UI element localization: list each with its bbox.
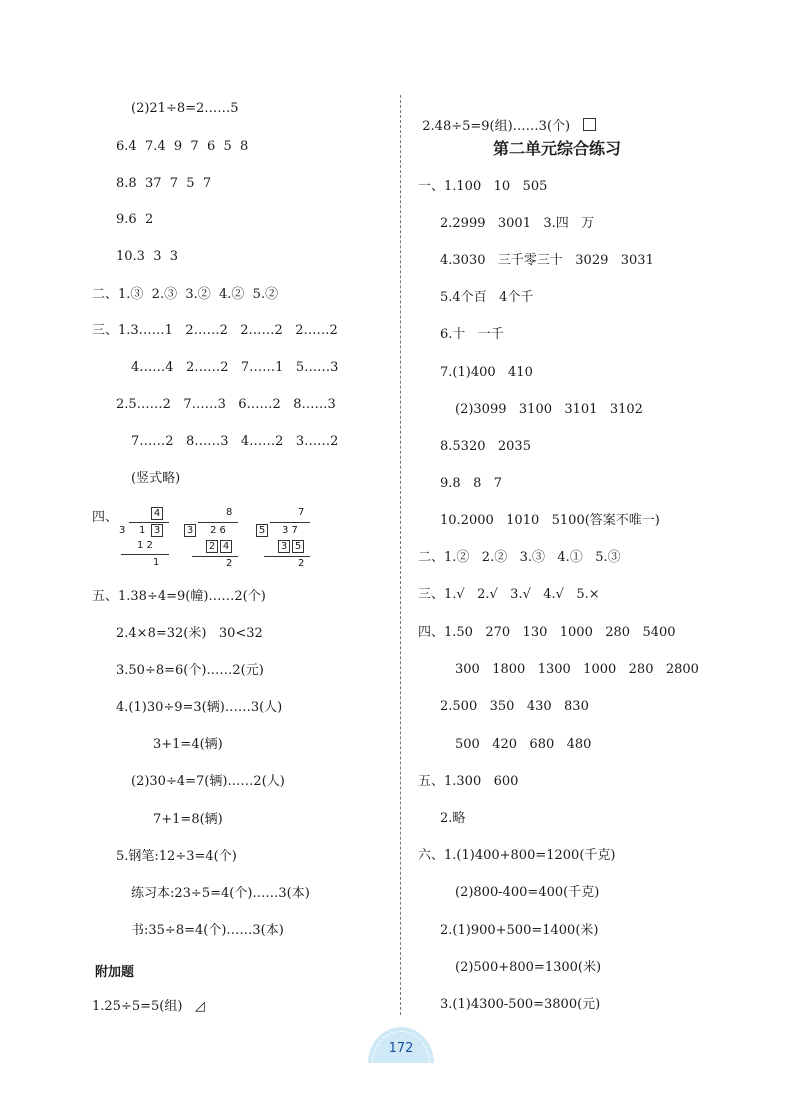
answer-line: 6.十 一千 — [440, 327, 504, 342]
answer-line: 9.8 8 7 — [440, 476, 503, 491]
answer-line: 8.8 37 7 5 7 — [116, 176, 212, 191]
dividend: 3 7 — [282, 525, 298, 536]
answer-line: 7+1=8(辆) — [153, 812, 223, 827]
page-number: 172 — [388, 1041, 414, 1056]
answer-line: 2.5……2 7……3 6……2 8……3 — [116, 397, 336, 412]
answer-line: 9.6 2 — [116, 212, 154, 227]
divisor: 3 — [119, 525, 126, 536]
answer-line: 5.钢笔:12÷3=4(个) — [116, 849, 237, 864]
product-box: 2 — [206, 540, 218, 553]
answer-line: (2)500+800=1300(米) — [455, 960, 602, 975]
product-box: 3 — [278, 540, 290, 553]
quotient-box: 4 — [151, 507, 163, 520]
answer-line: 5.4个百 4个千 — [440, 290, 534, 305]
answer-line: 五、1.38÷4=9(幢)……2(个) — [92, 589, 266, 604]
remainder: 1 — [153, 557, 160, 568]
product-box: 5 — [292, 540, 304, 553]
answer-line: (2)30÷4=7(辆)……2(人) — [131, 774, 285, 789]
dividend-digit: 1 — [139, 525, 146, 536]
answer-line: 10.3 3 3 — [116, 249, 179, 264]
answer-line: 2.(1)900+500=1400(米) — [440, 923, 599, 938]
answer-line: (2)21÷8=2……5 — [131, 101, 239, 116]
answer-line: 二、1.③ 2.③ 3.② 4.② 5.② — [92, 287, 279, 302]
dividend-box: 3 — [151, 524, 163, 537]
divisor-box: 5 — [256, 524, 268, 537]
answer-line: 三、1.3……1 2……2 2……2 2……2 — [92, 323, 338, 338]
answer-line: 2.2999 3001 3.四 万 — [440, 216, 595, 231]
answer-line: 练习本:23÷5=4(个)……3(本) — [131, 886, 310, 901]
answer-line: 4……4 2……2 7……1 5……3 — [131, 360, 339, 375]
answer-line: (竖式略) — [131, 471, 181, 486]
product-box: 4 — [220, 540, 232, 553]
divisor-box: 3 — [184, 524, 196, 537]
answer-line: 300 1800 1300 1000 280 2800 — [455, 662, 699, 677]
page-number-badge — [368, 1027, 434, 1063]
answer-line: 8.5320 2035 — [440, 439, 531, 454]
dividend: 2 6 — [210, 525, 226, 536]
answer-line: 书:35÷8=4(个)……3(本) — [131, 923, 284, 938]
answer-line: (2)3099 3100 3101 3102 — [455, 402, 643, 417]
long-division-diagram — [256, 507, 316, 567]
long-division-diagram — [184, 507, 244, 567]
column-divider — [400, 95, 401, 1015]
quotient: 7 — [298, 507, 305, 518]
answer-line: 3.(1)4300-500=3800(元) — [440, 997, 601, 1012]
long-division-diagram — [115, 507, 175, 567]
answer-line: 六、1.(1)400+800=1200(千克) — [418, 848, 616, 863]
remainder: 2 — [298, 558, 305, 569]
answer-line: 500 420 680 480 — [455, 737, 592, 752]
section-label: 四、 — [92, 510, 119, 525]
answer-line: 二、1.② 2.② 3.③ 4.① 5.③ — [418, 550, 621, 565]
answer-line — [414, 100, 596, 136]
answer-line: 3+1=4(辆) — [153, 737, 223, 752]
answer-line: (2)800-400=400(千克) — [455, 885, 600, 900]
answer-line: 五、1.300 600 — [418, 774, 519, 789]
extra-questions-title: 附加题 — [95, 965, 135, 980]
answer-line: 4.(1)30÷9=3(辆)……3(人) — [116, 700, 283, 715]
answer-line: 三、1.√ 2.√ 3.√ 4.√ 5.× — [418, 587, 600, 602]
remainder: 2 — [226, 558, 233, 569]
answer-line: 1.25÷5=5(组) ◿ — [92, 999, 205, 1014]
unit-title: 第二单元综合练习 — [493, 139, 622, 158]
answer-line: 一、1.100 10 505 — [418, 179, 548, 194]
answer-text: 2.48÷5=9(组)……3(个) — [422, 119, 571, 134]
answer-line: 2.4×8=32(米) 30<32 — [116, 626, 263, 641]
answer-line: 3.50÷8=6(个)……2(元) — [116, 663, 264, 678]
answer-line: 6.4 7.4 9 7 6 5 8 — [116, 139, 249, 154]
answer-line: 2.500 350 430 830 — [440, 699, 589, 714]
answer-line: 4.3030 三千零三十 3029 3031 — [440, 253, 654, 268]
answer-line: 7.(1)400 410 — [440, 365, 533, 380]
square-shape-icon — [583, 118, 596, 131]
answer-line: 7……2 8……3 4……2 3……2 — [131, 434, 339, 449]
answer-line: 10.2000 1010 5100(答案不唯一) — [440, 513, 660, 528]
answer-line: 四、1.50 270 130 1000 280 5400 — [418, 625, 676, 640]
answer-line: 2.略 — [440, 811, 466, 826]
quotient: 8 — [226, 507, 233, 518]
product: 1 2 — [137, 540, 153, 551]
